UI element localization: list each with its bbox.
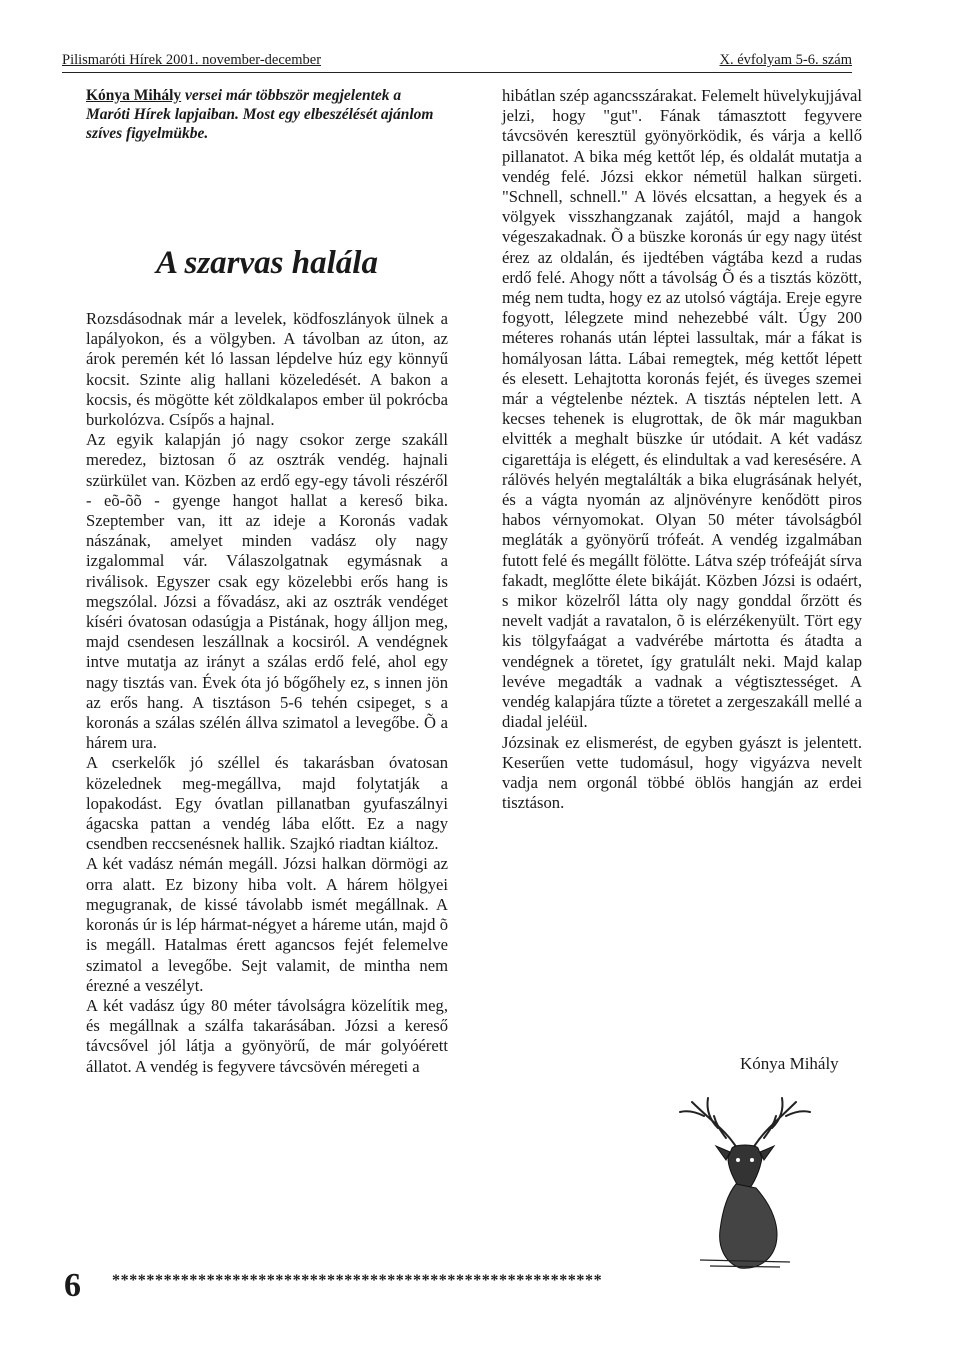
decorative-star-rule: ********************************************************* xyxy=(112,1272,603,1289)
paragraph: Józsinak ez elismerést, de egyben gyászt is jelentett. Keserűen vette tudomásul, hogy vigyázva nevelt vadja nem orgonál többé öblös hangján az erdei tisztáson. xyxy=(502,732,862,813)
page-header xyxy=(62,50,852,73)
paragraph: A cserkelők jó széllel és takarásban óvatosan közelednek meg-megállva, majd folytatják a lopakodást. Egy óvatlan pillanatban gyufaszálnyi ágacska pattan a vendég lába előtt. Ez a nagy csendben reccsenésnek hallik. Szajkó riadtan kiáltoz. xyxy=(86,753,448,854)
page-number: 6 xyxy=(64,1267,81,1304)
paragraph: Rozsdásodnak már a levelek, ködfoszlányok ülnek a lapályokon, és a völgyben. A távolban az úton, az árok peremén két ló lassan lépdelve húz egy könnyű kocsit. Szinte alig hallani közeledését. A bakon a kocsis, és mögötte két zöldkalapos ember ül pokrócba burkolózva. Csípős a hajnal. xyxy=(86,309,448,430)
article-title: A szarvas halála xyxy=(156,245,378,281)
left-column xyxy=(86,86,448,1077)
intro-author: Kónya Mihály xyxy=(86,87,182,104)
page-footer xyxy=(64,1266,864,1310)
intro-note xyxy=(86,86,448,143)
right-body xyxy=(502,86,862,813)
issue-number: X. évfolyam 5-6. szám xyxy=(719,52,852,68)
author-signature: Kónya Mihály xyxy=(740,1054,839,1073)
stag-illustration xyxy=(640,1080,840,1270)
right-column xyxy=(502,86,862,813)
paragraph: A két vadász némán megáll. Józsi halkan dörmögi az orra alatt. Ez bizony hiba volt. A hárem hölgyei megugranak, de kissé távolabb ismét megállnak. A koronás úr is lép hármat-négyet a háreme után, majd õ is megáll. Hatalmas érett agancsos fejét felemelve szimatol a levegőbe. Sejt valamit, de mintha nem érezné a veszélyt. xyxy=(86,854,448,995)
left-body xyxy=(86,309,448,1077)
paragraph: Az egyik kalapján jó nagy csokor zerge szakáll meredez, biztosan ő az osztrák vendég. hajnali szürkület van. Közben az erdő egy-egy távoli részéről - eõ-õõ - gyenge hangot hallat a kereső bika. Szeptember van, itt az ideje a Koronás vadak nászának, amelyet minden vadász oly nagy izgalommal vár. Válaszolgatnak egymásnak a riválisok. Egyszer csak egy közelebbi erős hang is megszólal. Józsi a fővadász, aki az osztrák vendéget kíséri óvatosan odasúgja a Pistának, hogy álljon meg, majd csendesen leszállnak a kocsiról. A vendégnek intve mutatja az irányt a szálas erdő felé, ahol egy nagy tisztás van. Évek óta jó bőgőhely ez, s innen jön az erős hang. A tisztáson 5-6 tehén csipeget, s a koronás a szálas szélén állva szimatol a levegőbe. Õ a hárem ura. xyxy=(86,430,448,753)
paragraph: A két vadász úgy 80 méter távolságra közelítik meg, és megállnak a szálfa takarásában. Józsi a kereső távcsővel jól látja a gyönyörű, de már golyóérett állatot. A vendég is fegyvere távcsövén méregeti a xyxy=(86,995,448,1076)
paragraph: hibátlan szép agancsszárakat. Felemelt hüvelykujjával jelzi, hogy "gut". Fának támasztott fegyvere távcsövén keresztül gyönyörködik, és várja a kellő pillanatot. A bika még kettőt lép, és oldalát mutatja a vendég felé. Józsi ekkor németül halkan sürgeti. "Schnell, schnell." A lövés elcsattan, a hegyek és a völgyek visszhangzanak zajától, majd a hangok végeszakadnak. Õ a büszke koronás úr egy nagy ütést érez az oldalán, és ijedtében vágtába kezd a rudas erdő felé. Ahogy nőtt a távolság Õ és a tisztás között, még nem tudta, hogy ez az utolsó vágtája. Ereje egyre fogyott, lélegzete mind nehezebbé vált. Úgy 200 méteres rohanás után léptei lassultak, már a fákat is homályosan látta. Lábai remegtek, még kettőt lépett és elesett. Lehajtotta koronás fejét, és üveges szemei már a végtelenbe néztek. A tisztás néptelen lett. A kecses tehenek is elugrottak, de õk már magukban elvitték a meghalt büszke úr utódait. A két vadász cigarettája is elégett, és elindultak a vad keresésére. A rálövés helyén megtalálták a bika elugrásának helyét, és a vágta nyomán az aljnövényre kenődött piros habos vérnyomokat. Olyan 50 méter távolságból megláták a gyönyörű trófeát. A vendég izgalmában futott felé és megállt fölötte. Látva szép trófeáját sírva fakadt, meglőtte élete bikáját. Közben Józsi is odaért, s mikor közelről látta oly nagy gonddal őrzött és nevelt vadját a ravatalon, õ is elérzékenyült. Tört egy kis tölgyfaágat a vadvérébe mártotta és átadta a vendégnek a töretet, így gratulált neki. Majd kalap levéve megadták a vadnak a végtisztességet. A vendég kalapjára tűzte a töretet a zergeszakáll mellé a diadal jeléül. xyxy=(502,86,862,732)
intro-text: versei már többször megjelentek a Maróti Hírek lapjaiban. Most egy elbeszélését ajánlom szíves figyelmükbe. xyxy=(86,87,434,142)
publication-title: Pilismaróti Hírek 2001. november-december xyxy=(62,52,322,68)
